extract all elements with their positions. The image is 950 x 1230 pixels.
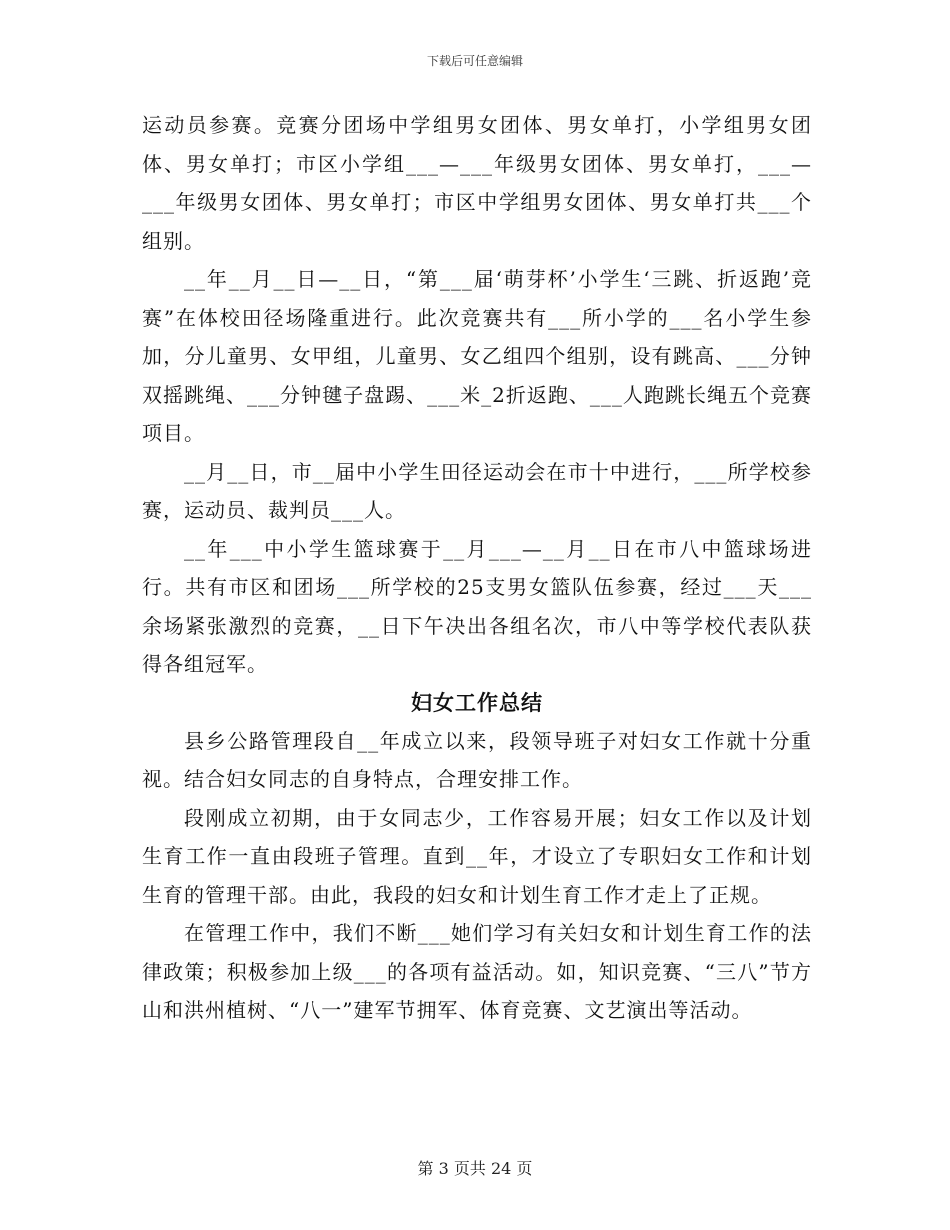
paragraph-basketball: __年___中小学生篮球赛于__月___—__月__日在市八中篮球场进行。共有市区和团场___所学校的25支男女篮队伍参赛，经过___天___余场紧张激烈的竞赛，__日下午决出各组名次，市八中等学校代表队获得各组冠军。 bbox=[142, 536, 812, 676]
paragraph-sprout-cup: __年__月__日—__日，“第___届‘萌芽杯’小学生‘三跳、折返跑’竞赛”在体校田径场隆重进行。此次竞赛共有___所小学的___名小学生参加，分儿童男、女甲组，儿童男、女乙组四个组别，设有跳高、___分钟双摇跳绳、___分钟毽子盘踢、___米_2折返跑、___人跑跳长绳五个竞赛项目。 bbox=[142, 267, 812, 445]
paragraph-management: 在管理工作中，我们不断___她们学习有关妇女和计划生育工作的法律政策；积极参加上级___的各项有益活动。如，知识竞赛、“三八”节方山和洪州植树、“八一”建军节拥军、体育竞赛、文艺演出等活动。 bbox=[142, 921, 812, 1022]
page-header: 下载后可任意编辑 bbox=[426, 54, 523, 68]
section-title: 妇女工作总结 bbox=[411, 689, 543, 715]
paragraph-competition-groups: 运动员参赛。竞赛分团场中学组男女团体、男女单打，小学组男女团体、男女单打；市区小学组___—___年级男女团体、男女单打，___—___年级男女团体、男女单打；市区中学组男女团体、男女单打共___个组别。 bbox=[142, 113, 812, 253]
page-body bbox=[142, 106, 812, 1030]
paragraph-track-field: __月__日，市__届中小学生田径运动会在市十中进行，___所学校参赛，运动员、裁判员___人。 bbox=[142, 459, 812, 522]
page-footer: 第 3 页共 24 页 bbox=[417, 1159, 533, 1178]
paragraph-intro: 县乡公路管理段自__年成立以来，段领导班子对妇女工作就十分重视。结合妇女同志的自身特点，合理安排工作。 bbox=[142, 728, 812, 791]
paragraph-early-period: 段刚成立初期，由于女同志少，工作容易开展；妇女工作以及计划生育工作一直由段班子管理。直到__年，才设立了专职妇女工作和计划生育的管理干部。由此，我段的妇女和计划生育工作才走上了正规。 bbox=[142, 805, 812, 907]
